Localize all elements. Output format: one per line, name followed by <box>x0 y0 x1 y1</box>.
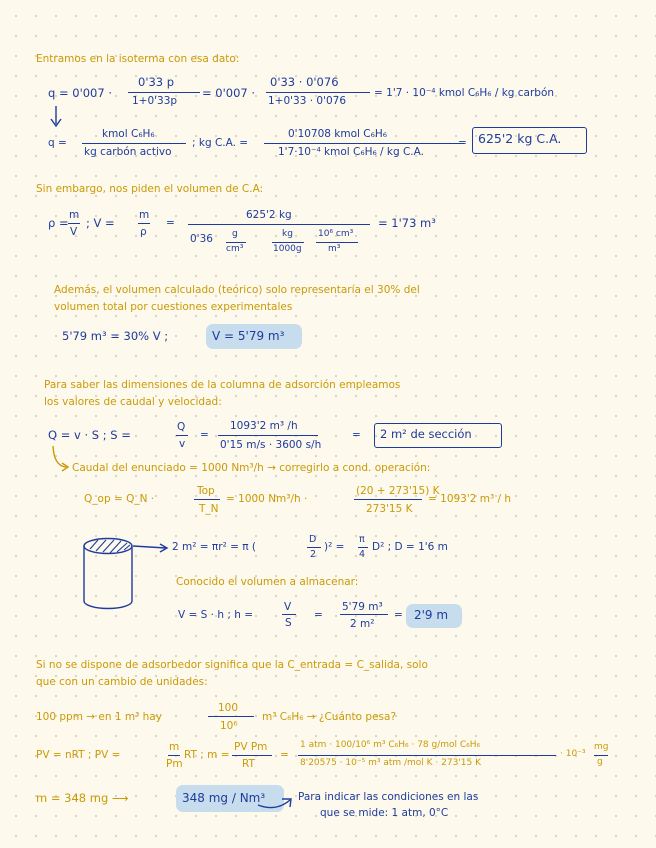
eq7-2: 2 <box>310 549 317 560</box>
eq8-highlight: 2'9 m <box>414 608 449 622</box>
eq5-num: 1093'2 m³ /h <box>230 420 298 432</box>
eq3-1e6cm3: 10⁶ cm³ <box>318 229 354 239</box>
eq2-num1: kmol C₆H₆ <box>102 128 155 140</box>
eq1-mid: = 0'007 · <box>202 86 256 100</box>
eq2-q: q = <box>48 137 67 149</box>
eq6-qop: Q_op = Q_N · <box>84 493 155 505</box>
eq2-equals: = <box>458 137 467 149</box>
eq1-result: = 1'7 · 10⁻⁴ kmol C₆H₆ / kg carbón <box>374 87 555 99</box>
eq11-highlight: 348 mg / Nm³ <box>182 791 266 805</box>
eq9-den: 10⁶ <box>220 720 238 732</box>
eq3-1000g: 1000g <box>273 244 302 254</box>
eq5-boxed-result: 2 m² de sección <box>380 427 472 441</box>
eq2-den1: kg carbón activo <box>84 146 172 158</box>
eq8-den: 2 m² <box>350 618 375 630</box>
eq9-a: 100 ppm → en 1 m³ hay <box>36 711 162 723</box>
eq10-mg: mg <box>594 742 609 752</box>
note-line1: Para indicar las condiciones en las <box>298 791 479 803</box>
eq3-cm3: cm³ <box>226 244 244 254</box>
eq6-top: Top <box>197 485 215 497</box>
eq6-result: = 1093'2 m³ / h <box>428 493 512 505</box>
eq7-c: D² ; D = 1'6 m <box>372 541 448 553</box>
eq6-num: (20 + 273'15) K <box>356 485 440 497</box>
eq10-b: RT ; m = <box>184 749 230 761</box>
eq5-v: v <box>179 438 186 450</box>
eq7-a: 2 m² = πr² = π ( <box>172 541 257 553</box>
eq1-den1: 1+0'33p <box>132 95 178 107</box>
eq3-num: 625'2 kg <box>246 209 292 221</box>
eq8-S: S <box>285 617 292 629</box>
eq5-den: 0'15 m/s · 3600 s/h <box>220 439 322 451</box>
volume-request-text: Sin embargo, nos piden el volumen de C.A: <box>36 183 264 195</box>
cylinder-icon <box>84 539 132 609</box>
eq8-num: 5'79 m³ <box>342 601 383 613</box>
eq5-equals: = <box>200 429 209 441</box>
eq8-equals2: = <box>394 609 403 621</box>
eq9-num: 100 <box>218 702 239 714</box>
caudal-text: Caudal del enunciado = 1000 Nm³/h → corregirlo a cond. operación: <box>72 462 431 474</box>
eq1-num1: 0'33 p <box>138 75 175 89</box>
eq10-num2: PV Pm <box>234 741 268 753</box>
eq2-mid: ; kg C.A. = <box>192 137 249 149</box>
intro-text: Entramos en la isoterma con esa dato: <box>36 53 240 65</box>
para3-line1: Si no se dispone de adsorbedor significa que la C_entrada = C_salida, solo <box>36 659 428 671</box>
eq1-den2: 1+0'33 · 0'076 <box>268 95 347 107</box>
eq3-equals: = <box>166 217 175 229</box>
eq3-kg: kg <box>282 229 293 239</box>
eq3-rho: ρ = <box>48 216 69 230</box>
eq3-rho2: ρ <box>140 226 147 238</box>
eq7-D: D <box>309 534 317 545</box>
eq10-pm: Pm <box>166 758 183 770</box>
para2-line1: Para saber las dimensiones de la columna de adsorción empleamos <box>44 379 401 391</box>
eq8-a: V = S · h ; h = <box>178 609 253 621</box>
eq10-a: PV = nRT ; PV = <box>36 749 121 761</box>
eq6-tn: T_N <box>199 503 219 515</box>
eq3-result: = 1'73 m³ <box>378 216 436 230</box>
eq3-m3: m³ <box>328 244 341 254</box>
para3-line2: que con un cambio de unidades: <box>36 676 208 688</box>
eq4-text: 5'79 m³ = 30% V ; <box>62 329 169 343</box>
eq1-num2: 0'33 · 0'076 <box>270 75 339 89</box>
eq10-den3: 8'20575 · 10⁻⁵ m³ atm /mol K · 273'15 K <box>300 758 482 768</box>
eq2-num2: 0'10708 kmol C₆H₆ <box>288 128 387 140</box>
eq7-pi: π <box>359 534 365 545</box>
eq9-b: m³ C₆H₆ → ¿Cuánto pesa? <box>262 711 397 723</box>
eq5-Q: Q <box>177 421 186 433</box>
eq1-q: q = 0'007 · <box>48 86 112 100</box>
eq2-den2: 1'7·10⁻⁴ kmol C₆H₆ / kg C.A. <box>278 146 424 158</box>
eq10-factor: · 10⁻³ <box>560 749 586 759</box>
eq3-v: V <box>70 226 78 238</box>
known-volume-text: Conocido el volumen a almacenar: <box>176 576 359 588</box>
eq8-V: V <box>284 601 292 613</box>
eq10-den2: RT <box>242 758 255 770</box>
note-line2: que se mide: 1 atm, 0°C <box>320 807 449 819</box>
para1-line1: Además, el volumen calculado (teórico) solo representaría el 30% del <box>54 284 420 296</box>
eq6-den: 273'15 K <box>366 503 413 515</box>
eq3-vdef: ; V = <box>86 216 115 230</box>
eq7-b: )² = <box>324 541 345 553</box>
eq4-highlight: V = 5'79 m³ <box>212 329 285 343</box>
eq5-equals2: = <box>352 429 361 441</box>
eq3-m2: m <box>139 209 150 221</box>
eq2-boxed-result: 625'2 kg C.A. <box>478 131 562 146</box>
eq8-equals: = <box>314 609 323 621</box>
eq3-g: g <box>232 229 238 239</box>
eq3-m: m <box>69 209 80 221</box>
eq10-equals: = <box>280 749 289 761</box>
eq7-4: 4 <box>359 549 366 560</box>
eq10-num3: 1 atm · 100/10⁶ m³ C₆H₆ · 78 g/mol C₆H₆ <box>300 740 481 750</box>
para1-line2: volumen total por cuestiones experimentales <box>54 301 293 313</box>
eq10-m: m <box>169 741 180 753</box>
eq6-mid: = 1000 Nm³/h · <box>226 493 308 505</box>
eq3-density: 0'36 <box>190 233 213 245</box>
eq11-a: m = 348 mg ⟶ <box>36 791 129 805</box>
para2-line2: los valores de caudal y velocidad: <box>44 396 222 408</box>
eq5-section: Q = v · S ; S = <box>48 428 131 442</box>
eq10-g: g <box>597 757 603 767</box>
